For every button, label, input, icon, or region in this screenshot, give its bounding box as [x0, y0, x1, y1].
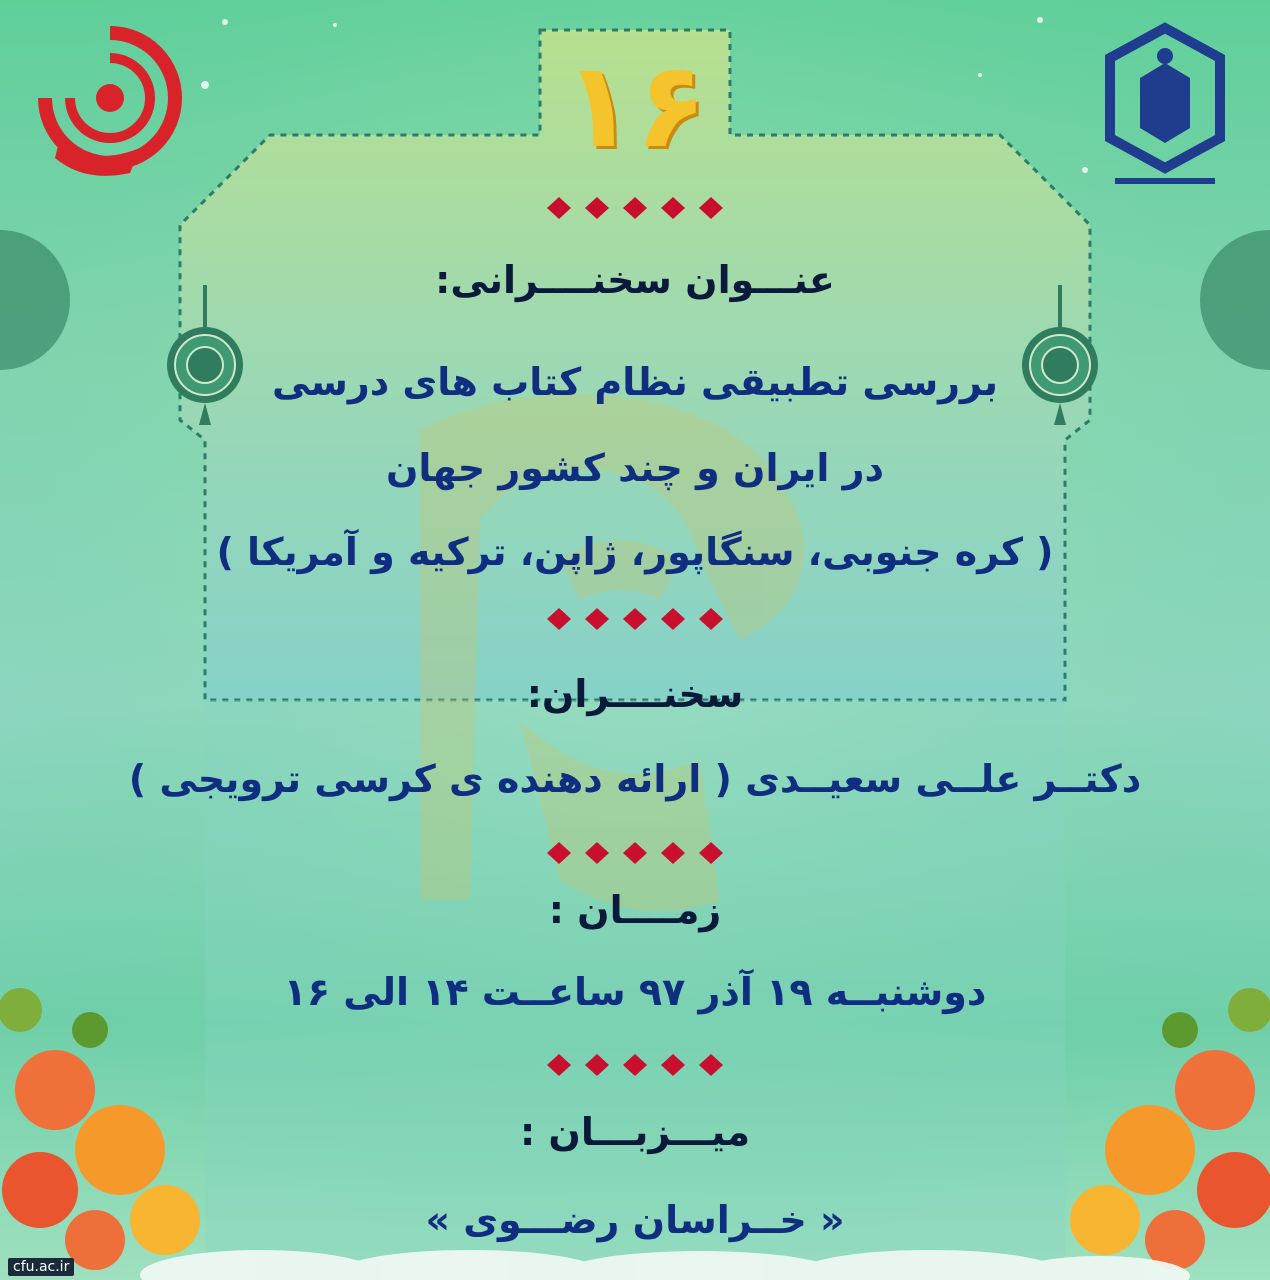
lecture-title-line-2: در ایران و چند کشور جهان: [385, 446, 885, 490]
pattern-divider-icon: [0, 195, 1270, 221]
time-heading: زمــــان :: [548, 888, 722, 932]
pattern-divider-icon: [0, 1052, 1270, 1078]
speaker-heading: سخنــــران:: [526, 672, 744, 716]
site-watermark: cfu.ac.ir: [8, 1258, 74, 1276]
lecture-title-line-3: ( کره جنوبی، سنگاپور، ژاپن، ترکیه و آمریکا ): [216, 530, 1054, 574]
pattern-divider-icon: [0, 606, 1270, 632]
edition-number: ۱۶: [562, 36, 708, 174]
lecture-title-line-1: بررسی تطبیقی نظام کتاب های درسی: [272, 360, 998, 404]
host-value: « خــراسان رضـــوی »: [425, 1198, 845, 1242]
lecture-title-heading: عنـــوان سخنــــرانی:: [435, 258, 835, 302]
time-value: دوشنبــه ۱۹ آذر ۹۷ ساعــت ۱۴ الی ۱۶: [283, 970, 987, 1014]
left-logo: [30, 18, 190, 178]
right-logo: [1100, 18, 1230, 198]
host-heading: میـــزبـــان :: [519, 1110, 750, 1154]
speaker-name: دکتــر علــی سعیــدی ( ارائه دهنده ی کرسی ترویجی ): [128, 757, 1142, 801]
pattern-divider-icon: [0, 840, 1270, 866]
